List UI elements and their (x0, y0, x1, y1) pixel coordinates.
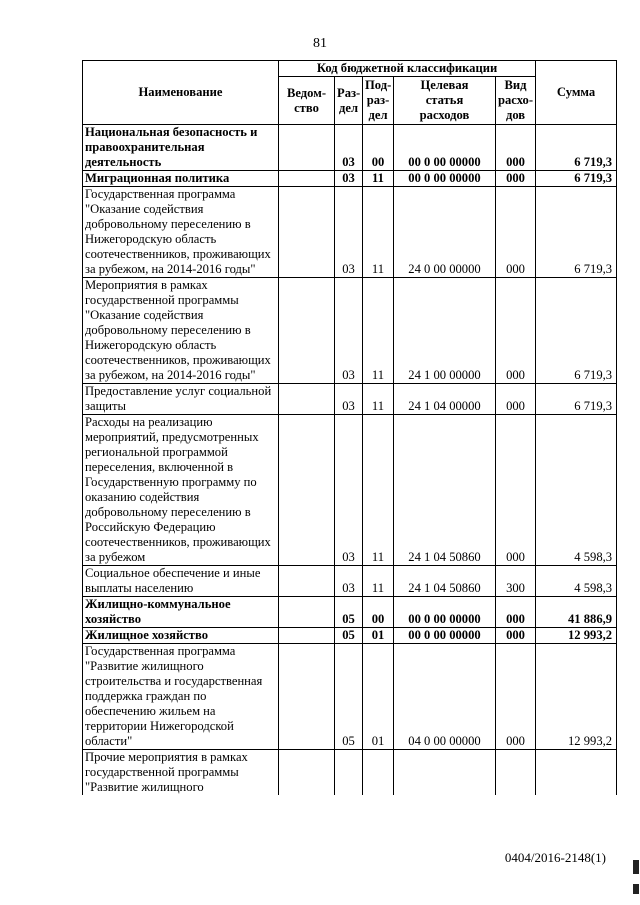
row-name: Предоставление услуг социальной защиты (83, 384, 279, 415)
row-vid: 000 (496, 597, 536, 628)
row-vid: 000 (496, 644, 536, 750)
table-row (83, 171, 617, 187)
row-summa: 41 886,9 (536, 597, 617, 628)
row-tsel: 00 0 00 00000 (394, 171, 496, 187)
table-row (83, 384, 617, 415)
row-razdel: 05 (335, 628, 363, 644)
row-vedom (279, 415, 335, 566)
row-vedom (279, 597, 335, 628)
row-summa: 6 719,3 (536, 125, 617, 171)
row-vid: 000 (496, 278, 536, 384)
table-row (83, 750, 617, 796)
row-summa: 6 719,3 (536, 187, 617, 278)
row-summa: 12 993,2 (536, 644, 617, 750)
row-tsel: 24 1 04 50860 (394, 566, 496, 597)
row-podrazdel: 11 (363, 384, 394, 415)
row-tsel: 04 0 00 00000 (394, 644, 496, 750)
row-vedom (279, 125, 335, 171)
row-name: Государственная программа "Развитие жилищного строительства и государственная поддержка граждан по обеспечению жильем на территории Нижегородской области" (83, 644, 279, 750)
table-row (83, 187, 617, 278)
header-podrazdel: Под- раз- дел (363, 77, 394, 125)
table-row (83, 566, 617, 597)
budget-classification-table (82, 60, 617, 795)
row-name: Социальное обеспечение и иные выплаты населению (83, 566, 279, 597)
row-summa: 4 598,3 (536, 415, 617, 566)
row-razdel: 05 (335, 597, 363, 628)
row-summa: 4 598,3 (536, 566, 617, 597)
header-vedom: Ведом- ство (279, 77, 335, 125)
row-podrazdel: 01 (363, 644, 394, 750)
page-number: 81 (313, 36, 327, 51)
row-vedom (279, 187, 335, 278)
table-row (83, 628, 617, 644)
table-row (83, 644, 617, 750)
row-summa: 12 993,2 (536, 628, 617, 644)
scan-edge-mark (633, 884, 639, 894)
table-row (83, 597, 617, 628)
row-razdel: 03 (335, 125, 363, 171)
row-vid: 000 (496, 628, 536, 644)
row-vid: 000 (496, 415, 536, 566)
row-vid: 000 (496, 125, 536, 171)
row-razdel: 03 (335, 278, 363, 384)
header-razdel: Раз- дел (335, 77, 363, 125)
row-vedom (279, 644, 335, 750)
scan-edge-mark (633, 860, 639, 874)
row-razdel (335, 750, 363, 796)
row-vid: 000 (496, 171, 536, 187)
row-podrazdel: 00 (363, 125, 394, 171)
row-vid: 300 (496, 566, 536, 597)
header-summa: Сумма (536, 61, 617, 125)
header-vid: Вид расхо- дов (496, 77, 536, 125)
row-tsel: 24 0 00 00000 (394, 187, 496, 278)
row-tsel: 00 0 00 00000 (394, 628, 496, 644)
row-podrazdel: 11 (363, 415, 394, 566)
row-razdel: 03 (335, 384, 363, 415)
row-podrazdel: 01 (363, 628, 394, 644)
row-name: Расходы на реализацию мероприятий, предусмотренных региональной программой переселения, включенной в Государственную программу по оказанию содействия добровольному переселению в Российскую Федерацию соотечественников, проживающих за рубежом (83, 415, 279, 566)
row-podrazdel: 00 (363, 597, 394, 628)
row-tsel: 00 0 00 00000 (394, 125, 496, 171)
row-tsel: 24 1 00 00000 (394, 278, 496, 384)
row-razdel: 03 (335, 171, 363, 187)
row-razdel: 05 (335, 644, 363, 750)
row-tsel: 24 1 04 50860 (394, 415, 496, 566)
row-podrazdel: 11 (363, 187, 394, 278)
row-tsel: 00 0 00 00000 (394, 597, 496, 628)
table-row (83, 278, 617, 384)
row-podrazdel: 11 (363, 171, 394, 187)
row-vedom (279, 566, 335, 597)
row-razdel: 03 (335, 415, 363, 566)
table-row (83, 125, 617, 171)
row-name: Прочие мероприятия в рамках государственной программы "Развитие жилищного (83, 750, 279, 796)
row-razdel: 03 (335, 566, 363, 597)
row-podrazdel: 11 (363, 566, 394, 597)
row-vedom (279, 384, 335, 415)
row-name: Национальная безопасность и правоохранительная деятельность (83, 125, 279, 171)
row-name: Миграционная политика (83, 171, 279, 187)
row-name: Жилищное хозяйство (83, 628, 279, 644)
row-summa (536, 750, 617, 796)
row-razdel: 03 (335, 187, 363, 278)
row-vedom (279, 628, 335, 644)
row-name: Государственная программа "Оказание содействия добровольному переселению в Нижегородскую область соотечественников, проживающих за рубежом, на 2014-2016 годы" (83, 187, 279, 278)
row-summa: 6 719,3 (536, 171, 617, 187)
row-vedom (279, 750, 335, 796)
row-vid: 000 (496, 187, 536, 278)
header-name: Наименование (83, 61, 279, 125)
header-code-group: Код бюджетной классификации (279, 61, 536, 77)
row-tsel (394, 750, 496, 796)
table-row (83, 415, 617, 566)
row-vedom (279, 278, 335, 384)
row-vedom (279, 171, 335, 187)
row-vid: 000 (496, 384, 536, 415)
row-name: Жилищно-коммунальное хозяйство (83, 597, 279, 628)
row-summa: 6 719,3 (536, 278, 617, 384)
row-podrazdel: 11 (363, 278, 394, 384)
header-tsel: Целевая статья расходов (394, 77, 496, 125)
row-summa: 6 719,3 (536, 384, 617, 415)
row-podrazdel (363, 750, 394, 796)
document-code: 0404/2016-2148(1) (504, 850, 606, 865)
row-name: Мероприятия в рамках государственной программы "Оказание содействия добровольному переселению в Нижегородскую область соотечественников, проживающих за рубежом, на 2014-2016 годы" (83, 278, 279, 384)
row-vid (496, 750, 536, 796)
row-tsel: 24 1 04 00000 (394, 384, 496, 415)
